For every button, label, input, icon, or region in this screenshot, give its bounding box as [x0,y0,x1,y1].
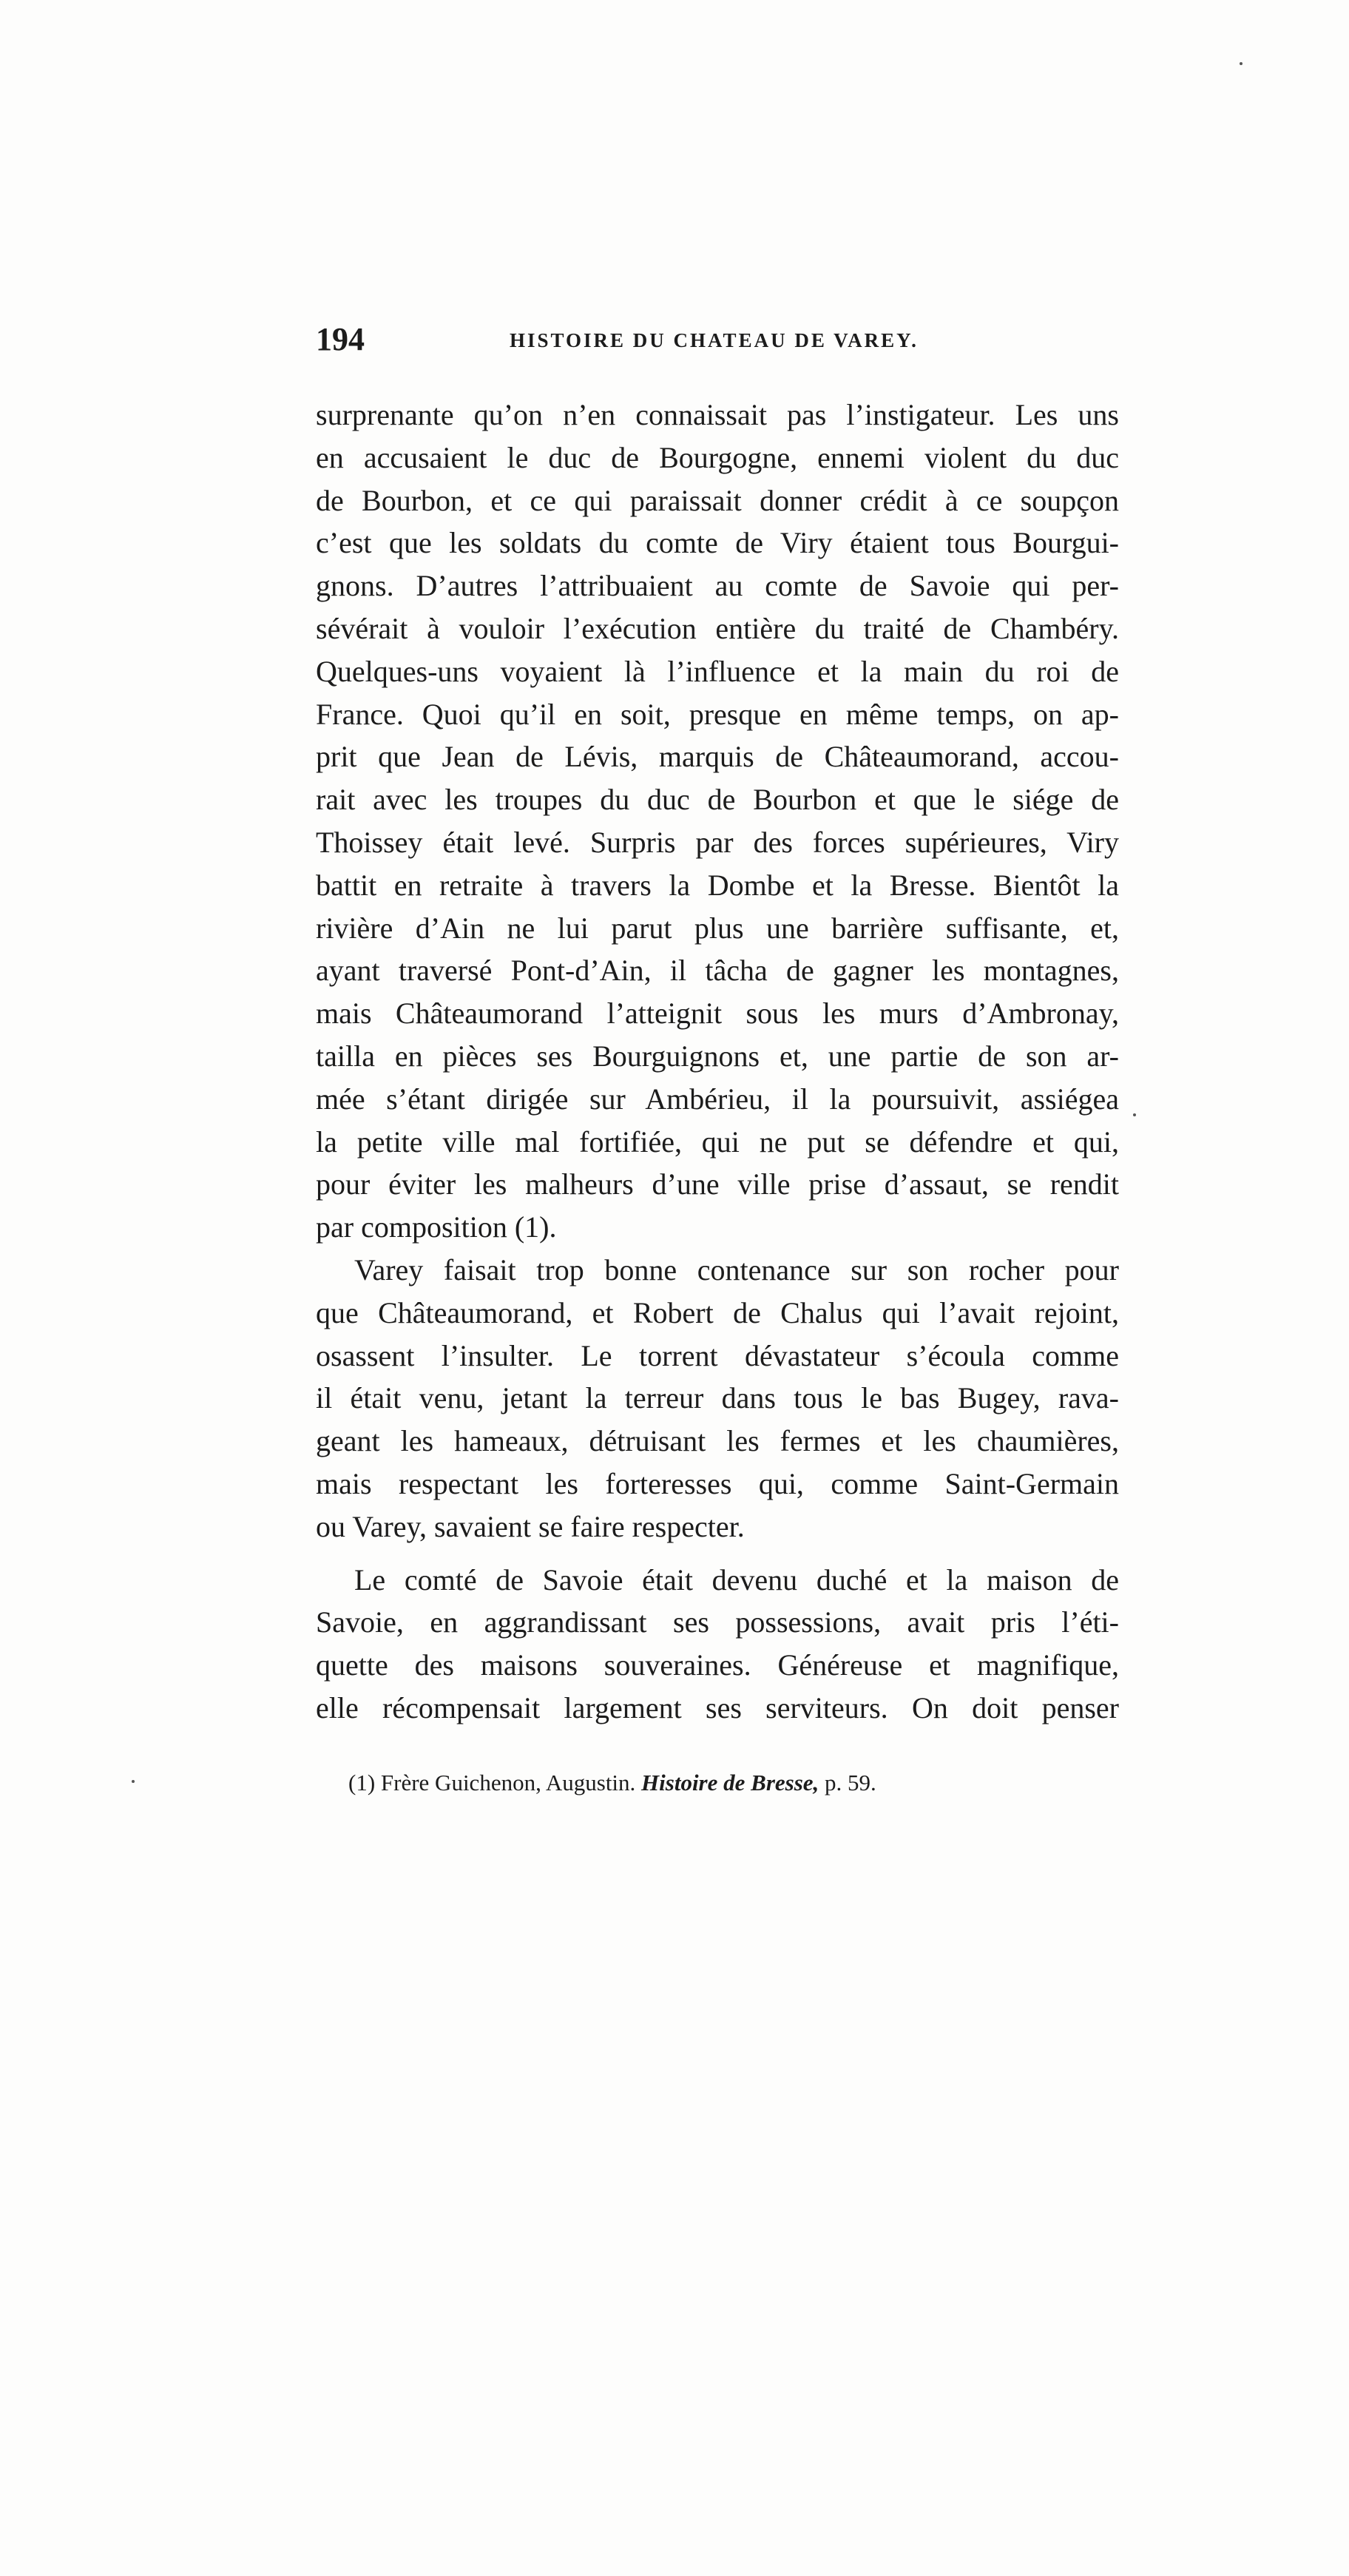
footnote [316,1768,1119,1798]
text-line: sévérait à vouloir l’exécution entière du traité de Chambéry. [316,611,1119,645]
text-line: Thoissey était levé. Surpris par des forces supérieures, Viry [316,825,1119,859]
text-line: osassent l’insulter. Le torrent dévastateur s’écoula comme [316,1338,1119,1372]
footnote-marker: (1) [348,1769,376,1796]
text-line: rivière d’Ain ne lui parut plus une barrière suffisante, et, [316,911,1119,945]
text-line: geant les hameaux, détruisant les fermes et les chaumières, [316,1424,1119,1458]
footnote-work-title: Histoire de Bresse, [641,1769,819,1796]
paper-speck [1133,1113,1136,1116]
text-line: ayant traversé Pont-d’Ain, il tâcha de gagner les montagnes, [316,954,1119,988]
footnote-page: p. 59. [825,1769,876,1796]
text-line: Le comté de Savoie était devenu duché et la maison de [354,1562,1119,1596]
text-line: France. Quoi qu’il en soit, presque en même temps, on ap- [316,697,1119,731]
text-line: Quelques-uns voyaient là l’influence et la main du roi de [316,654,1119,688]
paper-speck [132,1780,135,1783]
paragraph-3 [316,1559,1119,1730]
running-head [316,321,1119,358]
text-line: il était venu, jetant la terreur dans tous le bas Bugey, rava- [316,1381,1119,1415]
paper-speck [1240,62,1242,65]
text-line: mais Châteaumorand l’atteignit sous les murs d’Ambronay, [316,997,1119,1031]
text-line: mais respectant les forteresses qui, comme Saint-Germain [316,1466,1119,1500]
footnote-author: Frère Guichenon, Augustin. [380,1769,636,1796]
text-line: en accusaient le duc de Bourgogne, ennemi violent du duc [316,440,1119,474]
text-line: elle récompensait largement ses serviteurs. On doit penser [316,1690,1119,1724]
text-line: mée s’étant dirigée sur Ambérieu, il la poursuivit, assiégea [316,1082,1119,1116]
text-line: par composition (1). [316,1210,557,1244]
text-line: quette des maisons souveraines. Généreuse et magnifique, [316,1648,1119,1682]
page-number: 194 [316,321,365,357]
text-line: battit en retraite à travers la Dombe et la Bresse. Bientôt la [316,868,1119,902]
text-line: gnons. D’autres l’attribuaient au comte de Savoie qui per- [316,569,1119,603]
text-line: Savoie, en aggrandissant ses possessions, avait pris l’éti- [316,1605,1119,1639]
paragraph-2 [316,1249,1119,1548]
text-line: la petite ville mal fortifiée, qui ne put se défendre et qui, [316,1125,1119,1159]
text-line: surprenante qu’on n’en connaissait pas l’instigateur. Les uns [316,398,1119,431]
text-line: rait avec les troupes du duc de Bourbon et que le siége de [316,783,1119,817]
text-line: prit que Jean de Lévis, marquis de Châteaumorand, accou- [316,740,1119,774]
text-line: c’est que les soldats du comte de Viry étaient tous Bourgui- [316,526,1119,560]
text-line: tailla en pièces ses Bourguignons et, une partie de son ar- [316,1039,1119,1073]
text-line: que Châteaumorand, et Robert de Chalus qui l’avait rejoint, [316,1295,1119,1329]
paragraph-1 [316,394,1119,1249]
text-block [316,321,1119,1798]
text-line: de Bourbon, et ce qui paraissait donner crédit à ce soupçon [316,483,1119,517]
text-line: Varey faisait trop bonne contenance sur son rocher pour [354,1252,1119,1287]
text-line: pour éviter les malheurs d’une ville prise d’assaut, se rendit [316,1167,1119,1201]
paragraph-gap [316,1548,1119,1559]
text-line: ou Varey, savaient se faire respecter. [316,1509,745,1543]
running-title: HISTOIRE DU CHATEAU DE VAREY. [510,329,919,351]
